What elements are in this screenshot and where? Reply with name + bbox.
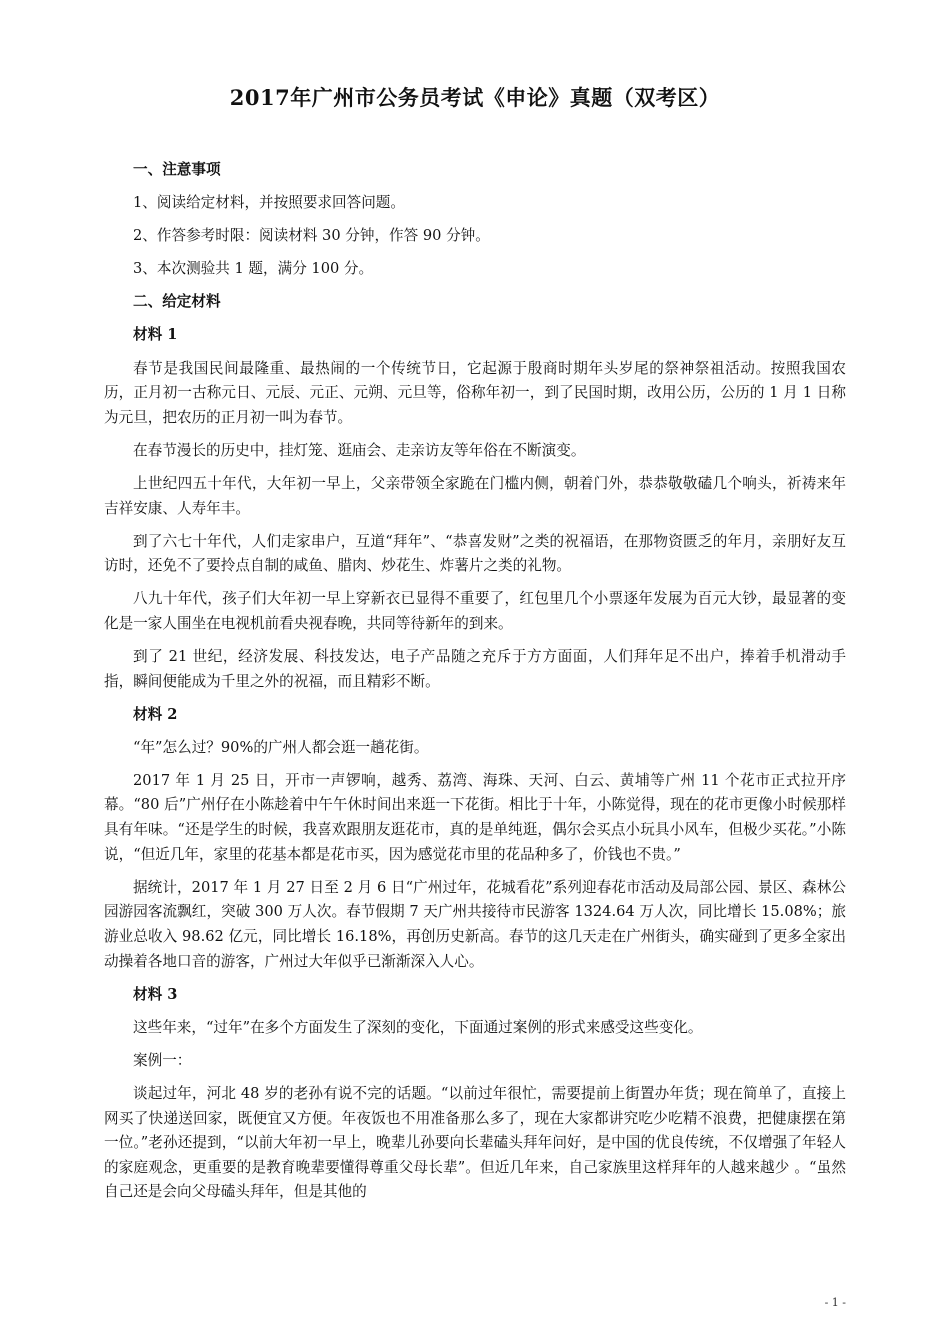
paragraph: 2、作答参考时限：阅读材料 30 分钟，作答 90 分钟。 (133, 227, 490, 245)
paragraph: 到了六七十年代，人们走家串户，互道“拜年”、“恭喜发财”之类的祝福语，在那物资匮乏的年月，亲朋好友互访时，还免不了要拎点自制的咸鱼、腊肉、炒花生、炸薯片之类的礼物。 (104, 532, 846, 575)
paragraph: 到了 21 世纪，经济发展、科技发达，电子产品随之充斥于方方面面，人们拜年足不出户，捧着手机滑动手指，瞬间便能成为千里之外的祝福，而且精彩不断。 (104, 648, 846, 690)
paragraph: 在春节漫长的历史中，挂灯笼、逛庙会、走亲访友等年俗在不断演变。 (133, 441, 586, 459)
paragraph: 2017 年 1 月 25 日，开市一声锣响，越秀、荔湾、海珠、天河、白云、黄埔等广州 11 个花市正式拉开序幕。“80 后”广州仔在小陈趁着中午午休时间出来逛一下花街。相比于十年，小陈觉得，现在的花市更像小时候那样具有年味。“还是学生的时候，我喜欢跟朋友逛花市，真的是单纯逛，偶尔会买点小玩具小风车，但极少买花。”小陈说，“但近几年，家里的花基本都是花市买，因为感觉花市里的花品种多了，价钱也不贵。” (104, 771, 846, 863)
document-title: 2017年广州市公务员考试《申论》真题（双考区） (229, 85, 721, 110)
material-heading: 材料 3 (133, 985, 178, 1003)
paragraph: “年”怎么过？90%的广州人都会逛一趟花街。 (133, 738, 429, 756)
paragraph: 春节是我国民间最隆重、最热闹的一个传统节日，它起源于殷商时期年头岁尾的祭神祭祖活动。按照我国农历，正月初一古称元日、元辰、元正、元朔、元旦等，俗称年初一，到了民国时期，改用公历，公历的 1 月 1 日称为元旦，把农历的正月初一叫为春节。 (104, 359, 846, 426)
paragraph: 八九十年代，孩子们大年初一早上穿新衣已显得不重要了，红包里几个小票逐年发展为百元大钞，最显著的变化是一家人围坐在电视机前看央视春晚，共同等待新年的到来。 (104, 590, 846, 632)
material-heading: 材料 1 (133, 326, 178, 344)
paragraph: 谈起过年，河北 48 岁的老孙有说不完的话题。“以前过年很忙，需要提前上街置办年货；现在简单了，直接上网买了快递送回家，既便宜又方便。年夜饭也不用准备那么多了，现在大家都讲究吃少吃精不浪费，把健康摆在第一位。”老孙还提到，“以前大年初一早上，晚辈儿孙要向长辈磕头拜年问好，是中国的优良传统，不仅增强了年轻人的家庭观念，更重要的是教育晚辈要懂得尊重父母长辈”。但近几年来，自己家族里这样拜年的人越来越少 。“虽然自己还是会向父母磕头拜年，但是其他的 (104, 1084, 846, 1201)
paragraph: 上世纪四五十年代，大年初一早上，父亲带领全家跪在门槛内侧，朝着门外，恭恭敬敬磕几个响头，祈祷来年吉祥安康、人寿年丰。 (104, 474, 846, 517)
paragraph: 3、本次测验共 1 题，满分 100 分。 (133, 260, 374, 278)
section-heading: 一、注意事项 (133, 161, 221, 178)
paragraph: 案例一： (133, 1051, 192, 1069)
paragraph: 这些年来，“过年”在多个方面发生了深刻的变化，下面通过案例的形式来感受这些变化。 (133, 1018, 703, 1036)
section-heading: 二、给定材料 (133, 293, 221, 311)
paragraph: 1、阅读给定材料，并按照要求回答问题。 (133, 194, 405, 212)
page-number: - 1 - (824, 1296, 846, 1309)
material-heading: 材料 2 (133, 705, 178, 723)
document-body (104, 158, 846, 1213)
paragraph: 据统计，2017 年 1 月 27 日至 2 月 6 日“广州过年，花城看花”系列迎春花市活动及局部公园、景区、森林公园游园客流飘红，突破 300 万人次。春节假期 7 天广州共接待市民游客 1324.64 万人次，同比增长 15.08%；旅游业总收入 98.62 亿元，同比增长 16.18%，再创历史新高。春节的这几天走在广州街头，确实碰到了更多全家出动操着各地口音的游客，广州过大年似乎已渐渐深入人心。 (104, 878, 846, 970)
